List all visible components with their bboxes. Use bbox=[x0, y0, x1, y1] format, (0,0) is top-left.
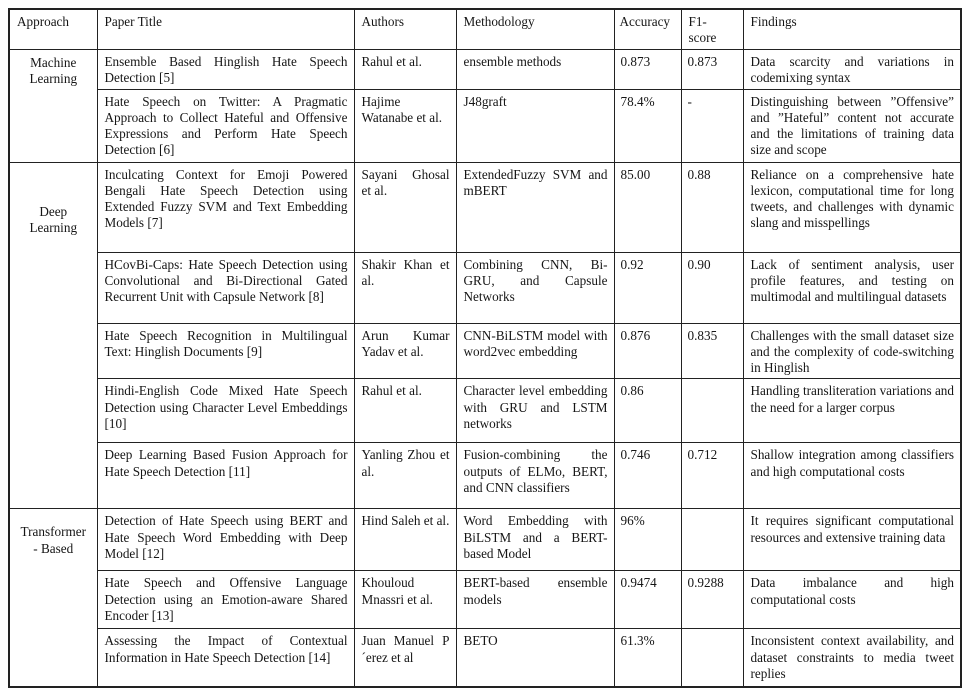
cell-title: Hate Speech Recognition in Multilingual Text: Hinglish Documents [9] bbox=[97, 323, 354, 379]
header-row bbox=[9, 9, 961, 49]
cell-methodology: Character level embedding with GRU and LSTM networks bbox=[456, 379, 614, 443]
cell-f1: 0.873 bbox=[681, 49, 743, 89]
cell-accuracy: 61.3% bbox=[614, 629, 681, 687]
cell-findings: Data scarcity and variations in codemixing syntax bbox=[743, 49, 961, 89]
cell-f1 bbox=[681, 379, 743, 443]
cell-accuracy: 0.9474 bbox=[614, 571, 681, 629]
table-row bbox=[9, 252, 961, 323]
cell-f1: 0.712 bbox=[681, 443, 743, 509]
column-header-approach: Approach bbox=[9, 9, 97, 49]
literature-review-table bbox=[8, 8, 962, 688]
cell-authors: Yanling Zhou et al. bbox=[354, 443, 456, 509]
table-row bbox=[9, 571, 961, 629]
cell-methodology: Combining CNN, Bi-GRU, and Capsule Networks bbox=[456, 252, 614, 323]
table-row bbox=[9, 379, 961, 443]
table-row bbox=[9, 49, 961, 89]
cell-methodology: Word Embedding with BiLSTM and a BERT-based Model bbox=[456, 509, 614, 571]
cell-f1: - bbox=[681, 89, 743, 162]
cell-authors: Rahul et al. bbox=[354, 49, 456, 89]
table-row bbox=[9, 89, 961, 162]
cell-methodology: ensemble methods bbox=[456, 49, 614, 89]
cell-f1: 0.88 bbox=[681, 162, 743, 252]
cell-authors: Rahul et al. bbox=[354, 379, 456, 443]
table-body bbox=[9, 49, 961, 687]
column-header-title: Paper Title bbox=[97, 9, 354, 49]
cell-findings: Distinguishing between ”Offensive” and ”Hateful” content not accurate and the limitations of training data size and scope bbox=[743, 89, 961, 162]
cell-title: Assessing the Impact of Contextual Information in Hate Speech Detection [14] bbox=[97, 629, 354, 687]
cell-accuracy: 0.746 bbox=[614, 443, 681, 509]
cell-f1: 0.9288 bbox=[681, 571, 743, 629]
column-header-findings: Findings bbox=[743, 9, 961, 49]
cell-title: Detection of Hate Speech using BERT and Hate Speech Word Embedding with Deep Model [12] bbox=[97, 509, 354, 571]
cell-findings: Shallow integration among classifiers and high computational costs bbox=[743, 443, 961, 509]
cell-accuracy: 0.873 bbox=[614, 49, 681, 89]
cell-authors: Juan Manuel P ´erez et al bbox=[354, 629, 456, 687]
table-row bbox=[9, 629, 961, 687]
cell-title: Ensemble Based Hinglish Hate Speech Detection [5] bbox=[97, 49, 354, 89]
cell-authors: Hajime Watanabe et al. bbox=[354, 89, 456, 162]
cell-authors: Khouloud Mnassri et al. bbox=[354, 571, 456, 629]
cell-findings: Data imbalance and high computational costs bbox=[743, 571, 961, 629]
cell-findings: Handling transliteration variations and the need for a larger corpus bbox=[743, 379, 961, 443]
cell-f1: 0.835 bbox=[681, 323, 743, 379]
cell-accuracy: 78.4% bbox=[614, 89, 681, 162]
table-row bbox=[9, 162, 961, 252]
cell-findings: Reliance on a comprehensive hate lexicon, computational time for long tweets, and challenges with dynamic slang and misspellings bbox=[743, 162, 961, 252]
cell-accuracy: 85.00 bbox=[614, 162, 681, 252]
cell-methodology: BETO bbox=[456, 629, 614, 687]
cell-findings: Inconsistent context availability, and dataset constraints to media tweet replies bbox=[743, 629, 961, 687]
cell-methodology: ExtendedFuzzy SVM and mBERT bbox=[456, 162, 614, 252]
cell-findings: Lack of sentiment analysis, user profile features, and testing on multimodal and multilingual datasets bbox=[743, 252, 961, 323]
table-row bbox=[9, 509, 961, 571]
cell-f1: 0.90 bbox=[681, 252, 743, 323]
cell-authors: Arun Kumar Yadav et al. bbox=[354, 323, 456, 379]
table-row bbox=[9, 323, 961, 379]
cell-methodology: CNN-BiLSTM model with word2vec embedding bbox=[456, 323, 614, 379]
approach-group-label: Machine Learning bbox=[9, 49, 97, 162]
cell-title: Hate Speech and Offensive Language Detection using an Emotion-aware Shared Encoder [13] bbox=[97, 571, 354, 629]
cell-title: Deep Learning Based Fusion Approach for Hate Speech Detection [11] bbox=[97, 443, 354, 509]
cell-methodology: J48graft bbox=[456, 89, 614, 162]
cell-methodology: BERT-based ensemble models bbox=[456, 571, 614, 629]
cell-accuracy: 0.92 bbox=[614, 252, 681, 323]
cell-findings: Challenges with the small dataset size and the complexity of code-switching in Hinglish bbox=[743, 323, 961, 379]
cell-authors: Shakir Khan et al. bbox=[354, 252, 456, 323]
cell-authors: Sayani Ghosal et al. bbox=[354, 162, 456, 252]
cell-title: Hindi-English Code Mixed Hate Speech Detection using Character Level Embeddings [10] bbox=[97, 379, 354, 443]
cell-findings: It requires significant computational resources and extensive training data bbox=[743, 509, 961, 571]
cell-authors: Hind Saleh et al. bbox=[354, 509, 456, 571]
column-header-methodology: Methodology bbox=[456, 9, 614, 49]
cell-title: Inculcating Context for Emoji Powered Bengali Hate Speech Detection using Extended Fuzzy SVM and Text Embedding Models [7] bbox=[97, 162, 354, 252]
cell-f1 bbox=[681, 509, 743, 571]
approach-group-label: Transformer - Based bbox=[9, 509, 97, 687]
cell-title: HCovBi-Caps: Hate Speech Detection using Convolutional and Bi-Directional Gated Recurrent Unit with Capsule Network [8] bbox=[97, 252, 354, 323]
cell-accuracy: 0.86 bbox=[614, 379, 681, 443]
cell-f1 bbox=[681, 629, 743, 687]
approach-group-label: Deep Learning bbox=[9, 162, 97, 509]
table-row bbox=[9, 443, 961, 509]
cell-accuracy: 0.876 bbox=[614, 323, 681, 379]
column-header-f1: F1-score bbox=[681, 9, 743, 49]
cell-methodology: Fusion-combining the outputs of ELMo, BERT, and CNN classifiers bbox=[456, 443, 614, 509]
cell-accuracy: 96% bbox=[614, 509, 681, 571]
table-header bbox=[9, 9, 961, 49]
column-header-authors: Authors bbox=[354, 9, 456, 49]
column-header-accuracy: Accuracy bbox=[614, 9, 681, 49]
cell-title: Hate Speech on Twitter: A Pragmatic Approach to Collect Hateful and Offensive Expressions and Perform Hate Speech Detection [6] bbox=[97, 89, 354, 162]
